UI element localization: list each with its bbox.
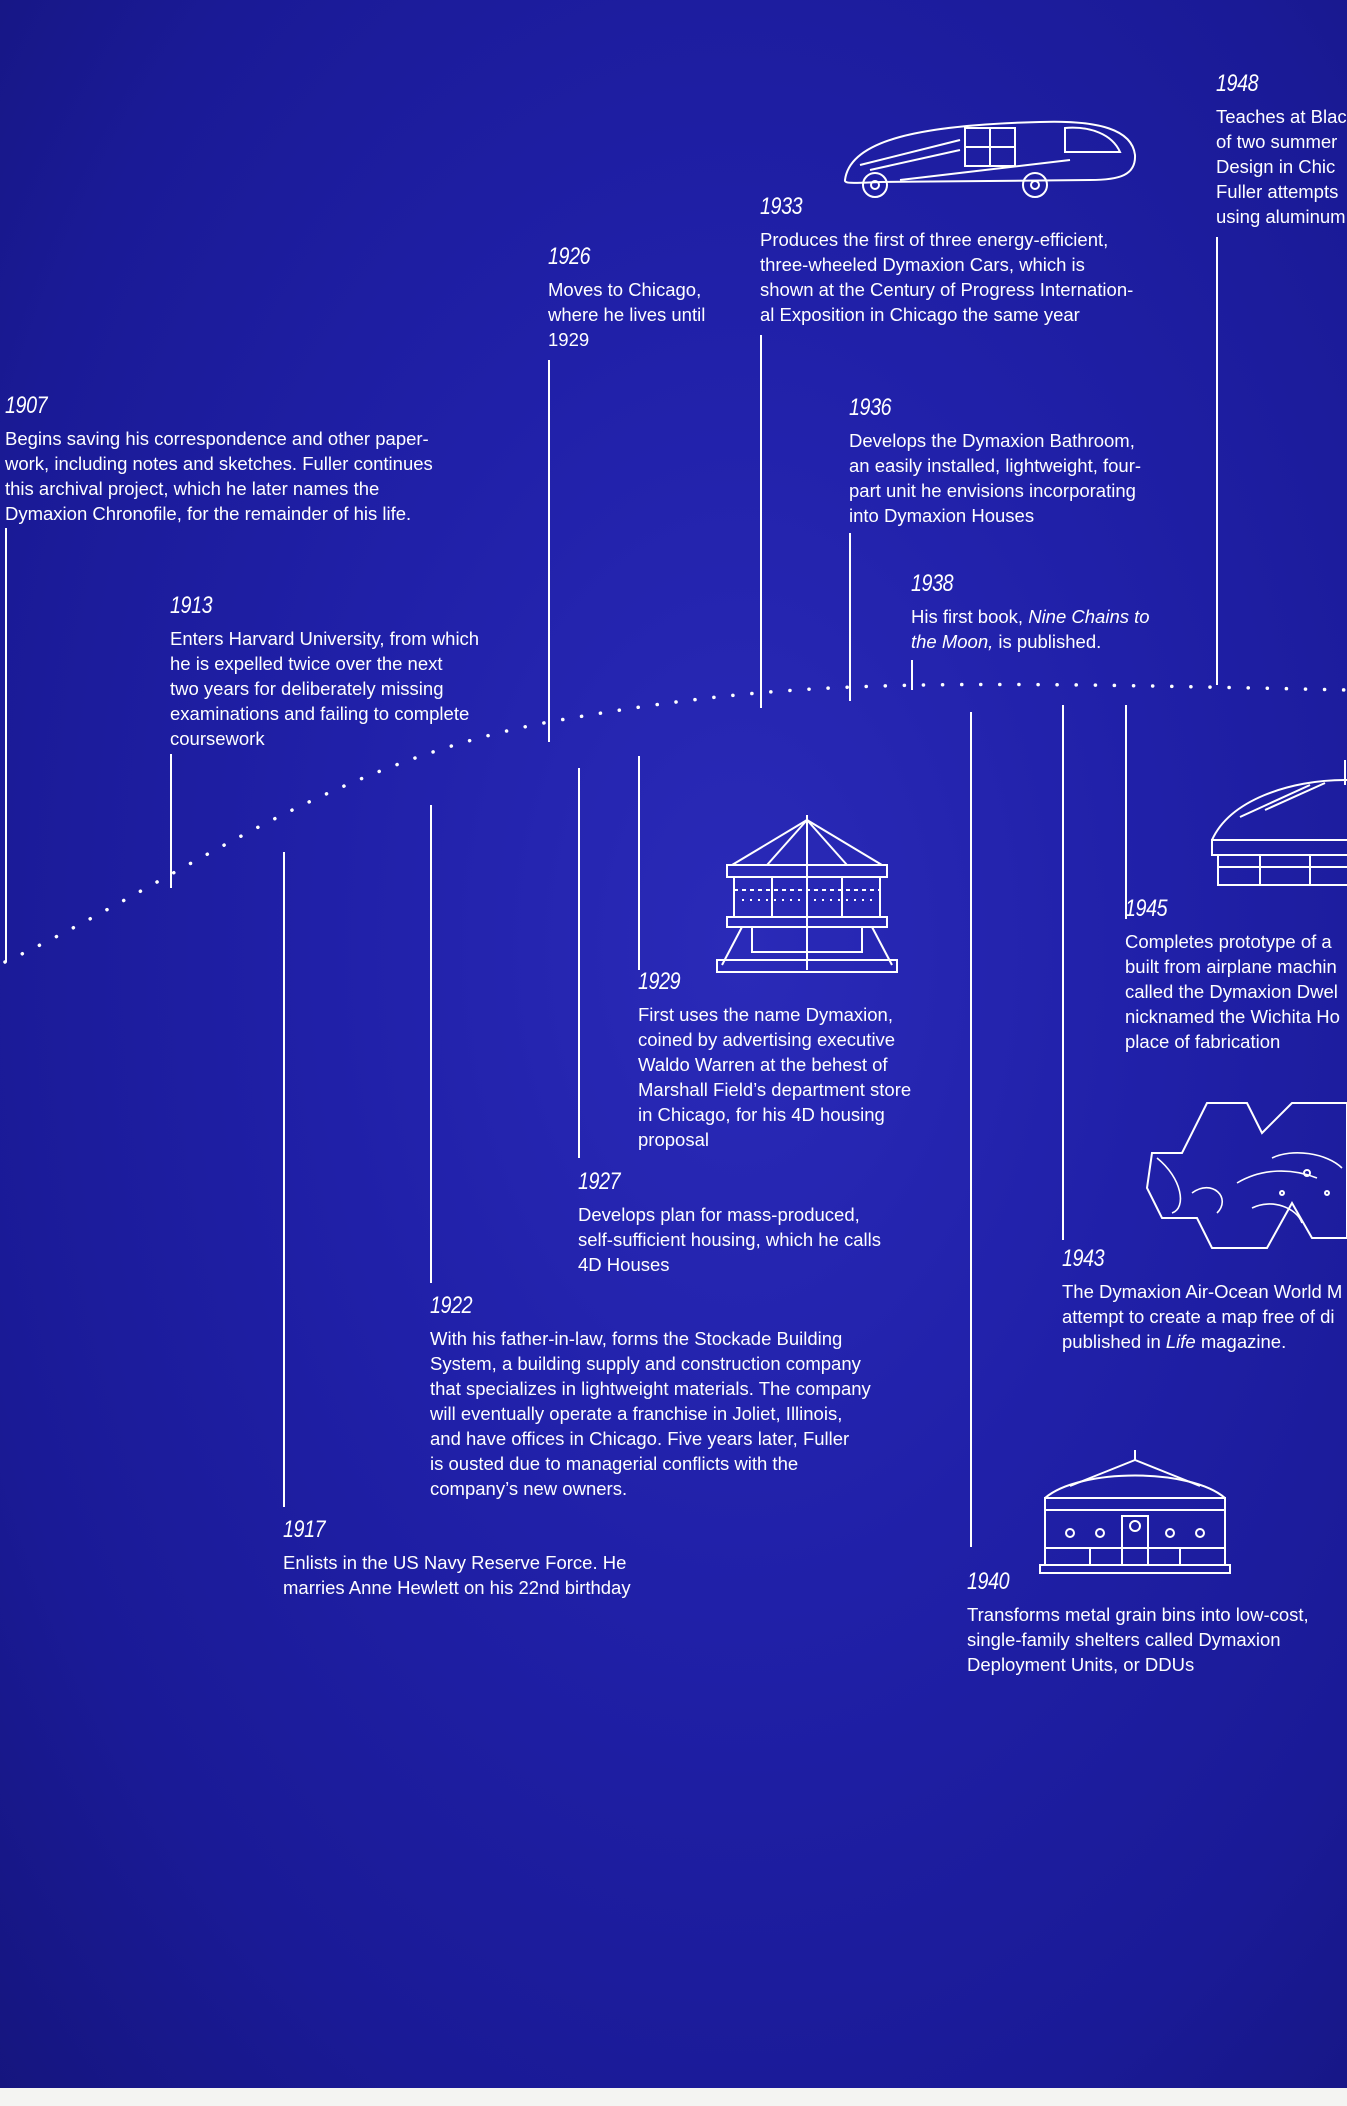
entry-1927 bbox=[578, 1168, 938, 1277]
year-label: 1927 bbox=[578, 1168, 621, 1195]
connector-1922 bbox=[430, 805, 432, 1283]
4d-house-icon bbox=[712, 810, 902, 980]
year-label: 1922 bbox=[430, 1292, 473, 1319]
year-label: 1940 bbox=[967, 1568, 1010, 1595]
connector-1926 bbox=[548, 360, 550, 742]
year-label: 1948 bbox=[1216, 70, 1259, 97]
entry-1943 bbox=[1062, 1245, 1347, 1354]
entry-1929 bbox=[638, 968, 958, 1152]
connector-1907 bbox=[5, 528, 7, 962]
connector-1945 bbox=[1125, 705, 1127, 919]
connector-1936 bbox=[849, 533, 851, 701]
entry-1917 bbox=[283, 1516, 703, 1600]
connector-1948 bbox=[1216, 237, 1218, 685]
year-label: 1907 bbox=[5, 392, 48, 419]
entry-text: His first book, Nine Chains to the Moon, is published. bbox=[911, 606, 1150, 652]
air-ocean-map-icon bbox=[1142, 1098, 1347, 1258]
entry-text: Enters Harvard University, from which he is expelled twice over the next two years for deliberately missing examinations and failing to complete coursework bbox=[170, 628, 480, 749]
year-label: 1926 bbox=[548, 243, 591, 270]
entry-1938 bbox=[911, 570, 1211, 654]
entry-text: Transforms metal grain bins into low-cost, single-family shelters called Dymaxion Deployment Units, or DDUs bbox=[967, 1604, 1309, 1675]
entry-text: Completes prototype of a built from airplane machin called the Dymaxion Dwel nicknamed the Wichita Ho place of fabrication bbox=[1125, 931, 1340, 1052]
entry-1913 bbox=[170, 592, 530, 751]
entry-text: First uses the name Dymaxion, coined by advertising executive Waldo Warren at the behest of Marshall Field’s department store in Chicago, for his 4D housing proposal bbox=[638, 1004, 912, 1150]
year-label: 1933 bbox=[760, 193, 803, 220]
entry-text: Develops plan for mass-produced, self-sufficient housing, which he calls 4D Houses bbox=[578, 1204, 882, 1275]
entry-text: Begins saving his correspondence and other paper- work, including notes and sketches. Fuller continues this archival project, which he later names the Dymaxion Chronofile, for the remainder of his life. bbox=[5, 428, 433, 524]
ddu-shelter-icon bbox=[1040, 1448, 1230, 1583]
entry-1926 bbox=[548, 243, 738, 352]
connector-1927 bbox=[578, 768, 580, 1158]
year-label: 1938 bbox=[911, 570, 954, 597]
entry-text: Produces the first of three energy-efficient, three-wheeled Dymaxion Cars, which is shown at the Century of Progress Internation- al Exposition in Chicago the same year bbox=[760, 229, 1134, 325]
entry-text: Develops the Dymaxion Bathroom, an easily installed, lightweight, four- part unit he envisions incorporating into Dymaxion Houses bbox=[849, 430, 1142, 526]
entry-1936 bbox=[849, 394, 1209, 528]
connector-1933 bbox=[760, 335, 762, 708]
entry-1948 bbox=[1216, 70, 1347, 229]
connector-1917 bbox=[283, 852, 285, 1507]
year-label: 1917 bbox=[283, 1516, 326, 1543]
entry-1907 bbox=[5, 392, 475, 526]
connector-1938 bbox=[911, 660, 913, 690]
entry-1922 bbox=[430, 1292, 900, 1501]
year-label: 1913 bbox=[170, 592, 213, 619]
entry-text: The Dymaxion Air-Ocean World M attempt to create a map free of di published in Life magazine. bbox=[1062, 1281, 1343, 1352]
entry-text: Enlists in the US Navy Reserve Force. He marries Anne Hewlett on his 22nd birthday bbox=[283, 1552, 631, 1598]
connector-1929 bbox=[638, 756, 640, 970]
connector-1940 bbox=[970, 712, 972, 1547]
connector-1913 bbox=[170, 754, 172, 888]
entry-text: With his father-in-law, forms the Stockade Building System, a building supply and construction company that specializes in lightweight materials. The company will eventually operate a franchise in Joliet, Illinois, and have offices in Chicago. Five years later, Fuller is ousted due to managerial conflicts with the company’s new owners. bbox=[430, 1328, 871, 1499]
connector-1943 bbox=[1062, 705, 1064, 1240]
entry-text: Teaches at Blac of two summer Design in Chic Fuller attempts using aluminum bbox=[1216, 106, 1347, 227]
dymaxion-dwelling-icon bbox=[1210, 755, 1347, 905]
entry-1945 bbox=[1125, 895, 1347, 1054]
year-label: 1936 bbox=[849, 394, 892, 421]
entry-1933 bbox=[760, 193, 1190, 327]
entry-text: Moves to Chicago, where he lives until 1929 bbox=[548, 279, 706, 350]
year-label: 1945 bbox=[1125, 895, 1168, 922]
paper-edge bbox=[0, 2088, 1347, 2106]
dymaxion-car-icon bbox=[840, 100, 1140, 210]
year-label: 1943 bbox=[1062, 1245, 1105, 1272]
year-label: 1929 bbox=[638, 968, 681, 995]
entry-1940 bbox=[967, 1568, 1337, 1677]
